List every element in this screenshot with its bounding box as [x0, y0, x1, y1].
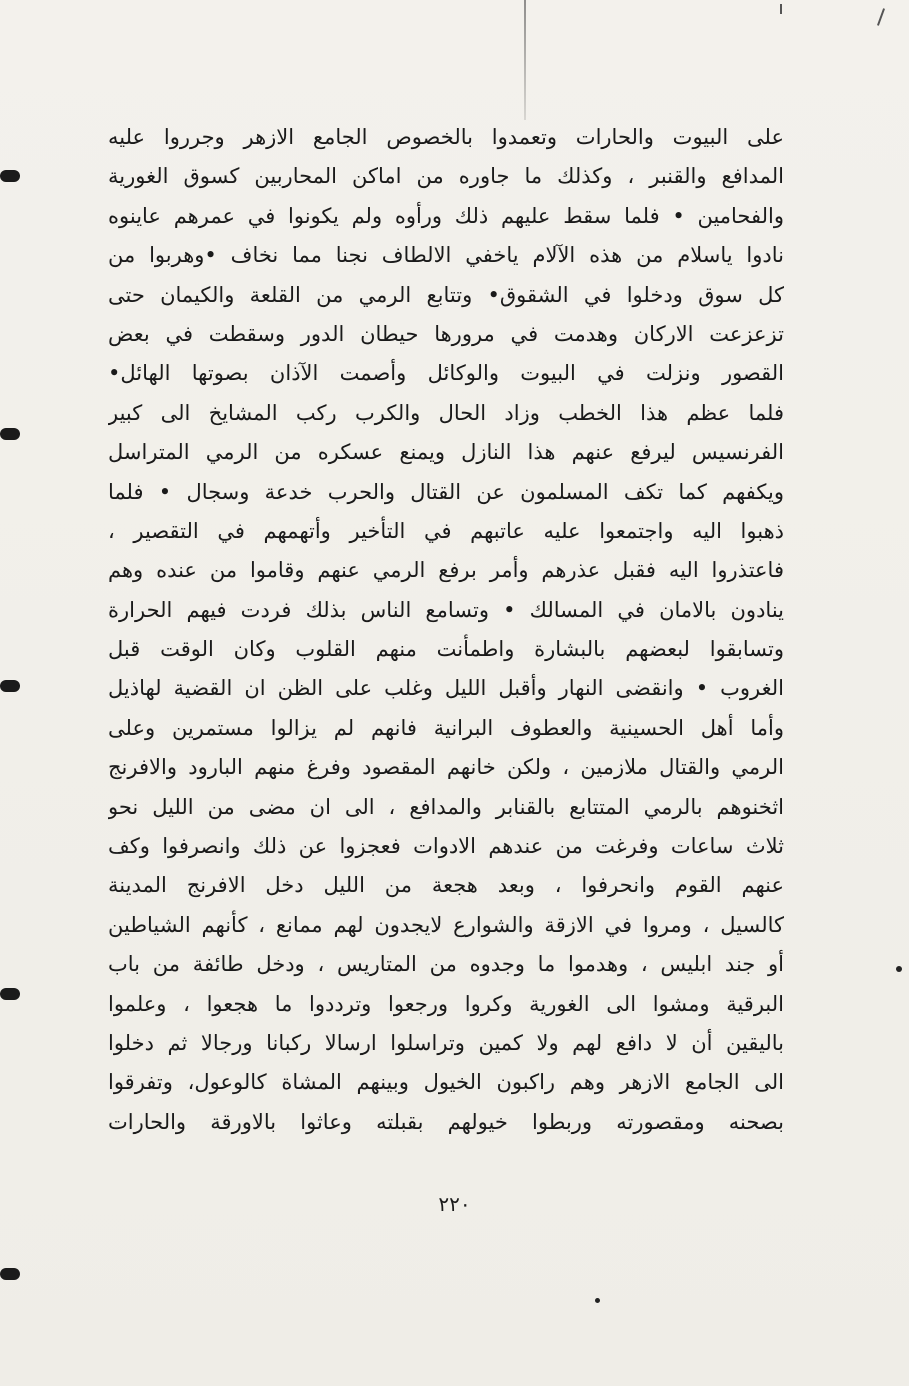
text-line: بصحنه ومقصورته وربطوا خيولهم بقبلته وعاثوا بالاورقة والحارات: [108, 1109, 784, 1134]
speck: [896, 966, 902, 972]
text-line: على البيوت والحارات وتعمدوا بالخصوص الجامع الازهر وجرروا عليه: [108, 125, 784, 149]
text-line: اثخنوهم بالرمي المتتابع بالقنابر والمدافع ، الى ان مضى من الليل نحو: [108, 794, 784, 819]
page-number: ٢٢٠: [438, 1192, 471, 1216]
text-line: أو جند ابليس ، وهدموا ما وجدوه من المتاريس ، ودخل طائفة من باب: [108, 952, 784, 977]
text-line: ثلاث ساعات وفرغت من عندهم الادوات فعجزوا عن ذلك وانصرفوا وكف: [108, 834, 784, 859]
text-line: ينادون بالامان في المسالك • وتسامع الناس بذلك فردت فيهم الحرارة: [108, 597, 784, 622]
text-line: القصور ونزلت في البيوت والوكائل وأصمت الآذان بصوتها الهائل•: [108, 361, 784, 386]
text-line: كالسيل ، ومروا في الازقة والشوارع لايجدون لهم ممانع ، كأنهم الشياطين: [108, 912, 784, 937]
text-line: وتسابقوا لبعضهم بالبشارة واطمأنت منهم القلوب وكان الوقت قبل: [108, 637, 784, 662]
edge-mark: [877, 8, 885, 26]
text-line: الغروب • وانقضى النهار وأقبل الليل وغلب على الظن ان القضية لهاذيل: [108, 676, 784, 701]
text-line: تزعزعت الاركان وهدمت في مرورها حيطان الدور وسقطت في بعض: [108, 321, 784, 346]
text-line: باليقين أن لا دافع لهم ولا كمين وتراسلوا ارسالا ركبانا ورجالا ثم دخلوا: [108, 1030, 784, 1055]
text-line: المدافع والقنبر ، وكذلك ما جاوره من اماكن المحاربين كسوق الغورية: [108, 164, 784, 189]
text-line: فاعتذروا اليه فقبل عذرهم وأمر برفع الرمي عنهم وقاموا من عنده وهم: [108, 558, 784, 583]
text-line: ويكفهم كما تكف المسلمون عن القتال والحرب خدعة وسجال • فلما: [108, 479, 784, 504]
text-line: الى الجامع الازهر وهم راكبون الخيول وبينهم المشاة كالوعول، وتفرقوا: [108, 1070, 784, 1095]
edge-mark: [780, 4, 782, 14]
binding-mark: [0, 428, 20, 440]
text-line: نادوا ياسلام من هذه الآلام ياخفي الالطاف نجنا مما نخاف •وهربوا من: [108, 243, 784, 268]
binding-mark: [0, 988, 20, 1000]
text-line: فلما عظم هذا الخطب وزاد الحال والكرب ركب المشايخ الى كبير: [108, 400, 784, 425]
text-line: الرمي والقتال ملازمين ، ولكن خانهم المقصود وفرغ منهم البارود والافرنج: [108, 755, 784, 780]
text-line: ذهبوا اليه واجتمعوا عليه عاتبهم في التأخير وأتهمهم في التقصير ،: [108, 518, 784, 543]
text-line: والفحامين • فلما سقط عليهم ذلك ورأوه ولم يكونوا في عمرهم عاينوه: [108, 203, 784, 228]
binding-mark: [0, 1268, 20, 1280]
text-line: كل سوق ودخلوا في الشقوق• وتتابع الرمي من القلعة والكيمان حتى: [108, 282, 784, 307]
binding-mark: [0, 680, 20, 692]
text-line: البرقية ومشوا الى الغورية وكروا ورجعوا وترددوا ما هجعوا ، وعلموا: [108, 991, 784, 1016]
text-line: وأما أهل الحسينية والعطوف البرانية فانهم لم يزالوا مستمرين وعلى: [108, 715, 784, 740]
page-fold-line: [524, 0, 526, 120]
text-line: عنهم القوم وانحرفوا ، وبعد هجعة من الليل دخل الافرنج المدينة: [108, 873, 784, 898]
text-line: الفرنسيس ليرفع عنهم هذا النازل ويمنع عسكره من الرمي المتراسل: [108, 440, 784, 465]
body-text: [108, 118, 784, 1142]
speck: [595, 1298, 600, 1303]
binding-mark: [0, 170, 20, 182]
